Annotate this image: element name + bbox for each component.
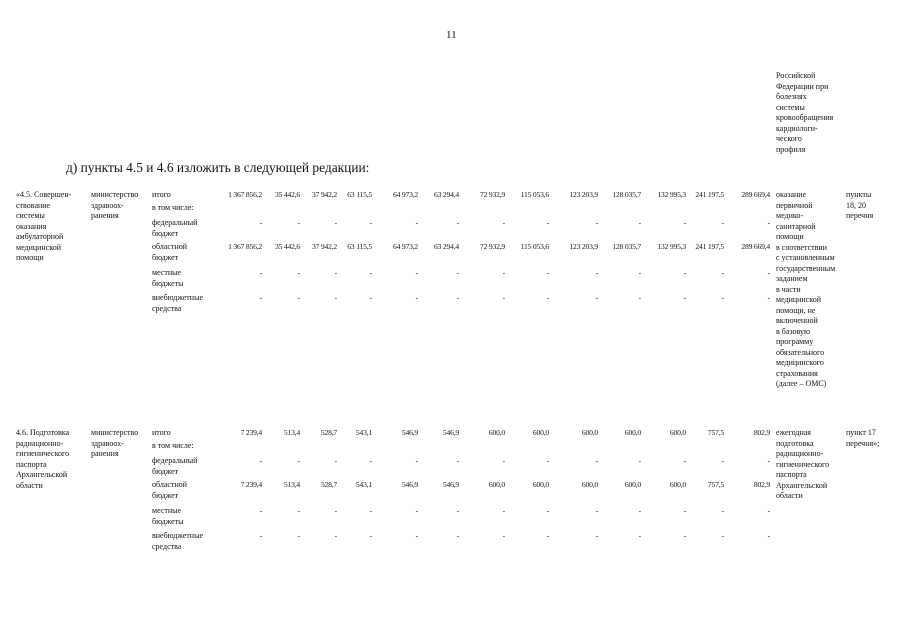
funding-value: 546,9 [442, 480, 459, 489]
funding-value: 289 669,4 [741, 242, 770, 251]
funding-value: - [334, 293, 337, 302]
funding-source: областной бюджет [152, 242, 188, 262]
funding-value: 600,0 [488, 428, 505, 437]
indicator-link: пункт 17 перечня»; [846, 428, 880, 448]
funding-value: - [259, 506, 262, 515]
funding-value: 546,9 [401, 428, 418, 437]
funding-value: 528,7 [320, 480, 337, 489]
funding-source: местные бюджеты [152, 506, 184, 526]
funding-value: - [502, 293, 505, 302]
funding-value: 1 367 856,2 [228, 242, 262, 251]
expected-result: оказание первичной медико- санитарной помощи в соответствии с установленным государственным заданием в части медицинской помощи, не включенной в базовую программу обязательного медицинского страхования (далее – ОМС) [776, 190, 836, 388]
funding-value: - [297, 293, 300, 302]
funding-value: 543,1 [355, 428, 372, 437]
funding-value: 241 197,5 [695, 242, 724, 251]
funding-value: - [297, 218, 300, 227]
funding-value: - [334, 218, 337, 227]
funding-value: 7 239,4 [240, 428, 262, 437]
funding-value: - [297, 531, 300, 540]
funding-value: 802,9 [753, 480, 770, 489]
funding-value: 72 932,9 [480, 190, 505, 199]
funding-value: - [767, 293, 770, 302]
funding-value: 600,0 [624, 428, 641, 437]
funding-value: - [546, 506, 549, 515]
funding-value: 63 294,4 [434, 242, 459, 251]
funding-value: 241 197,5 [695, 190, 724, 199]
funding-value: - [683, 218, 686, 227]
funding-value: - [415, 531, 418, 540]
funding-source: местные бюджеты [152, 268, 184, 288]
funding-value: - [546, 293, 549, 302]
funding-value: - [415, 268, 418, 277]
funding-value: 63 115,5 [347, 242, 372, 251]
funding-value: - [259, 293, 262, 302]
funding-value: - [683, 293, 686, 302]
funding-value: - [595, 456, 598, 465]
funding-value: - [767, 531, 770, 540]
funding-value: - [683, 456, 686, 465]
funding-value: 513,4 [283, 428, 300, 437]
funding-value: - [415, 456, 418, 465]
funding-value: - [638, 531, 641, 540]
funding-value: - [297, 506, 300, 515]
funding-value: 35 442,6 [275, 190, 300, 199]
funding-value: 63 294,4 [434, 190, 459, 199]
funding-source: в том числе: [152, 203, 194, 212]
funding-value: - [259, 268, 262, 277]
funding-value: - [456, 456, 459, 465]
funding-value: 757,5 [707, 428, 724, 437]
funding-value: - [259, 531, 262, 540]
funding-value: - [334, 506, 337, 515]
funding-value: - [721, 293, 724, 302]
funding-value: - [595, 531, 598, 540]
funding-value: 513,4 [283, 480, 300, 489]
page-number: 11 [446, 29, 457, 41]
expected-result: ежегодная подготовка радиационно- гигиенического паспорта Архангельской области [776, 428, 830, 500]
funding-value: 543,1 [355, 480, 372, 489]
funding-value: - [595, 506, 598, 515]
funding-value: 600,0 [532, 428, 549, 437]
funding-value: - [595, 268, 598, 277]
funding-value: - [415, 293, 418, 302]
funding-source: внебюджетные средства [152, 293, 203, 313]
funding-value: - [767, 268, 770, 277]
funding-value: 128 035,7 [612, 242, 641, 251]
funding-value: - [259, 456, 262, 465]
funding-value: - [683, 531, 686, 540]
funding-source: федеральный бюджет [152, 218, 198, 238]
funding-value: - [767, 456, 770, 465]
funding-value: - [638, 268, 641, 277]
funding-value: 600,0 [532, 480, 549, 489]
executor: министерство здравоох- ранения [91, 428, 139, 458]
funding-value: - [369, 531, 372, 540]
funding-value: - [546, 531, 549, 540]
funding-value: 600,0 [669, 428, 686, 437]
funding-value: - [456, 293, 459, 302]
funding-value: 600,0 [581, 428, 598, 437]
funding-value: 72 932,9 [480, 242, 505, 251]
funding-value: - [297, 456, 300, 465]
funding-value: - [595, 218, 598, 227]
funding-source: областной бюджет [152, 480, 188, 500]
executor: министерство здравоох- ранения [91, 190, 139, 220]
funding-value: 128 035,7 [612, 190, 641, 199]
funding-value: 600,0 [669, 480, 686, 489]
funding-value: - [638, 506, 641, 515]
funding-value: - [369, 456, 372, 465]
funding-value: - [595, 293, 598, 302]
funding-value: 546,9 [401, 480, 418, 489]
funding-value: 600,0 [624, 480, 641, 489]
funding-value: 123 203,9 [569, 190, 598, 199]
funding-value: 600,0 [488, 480, 505, 489]
funding-value: - [721, 268, 724, 277]
funding-value: - [638, 456, 641, 465]
funding-value: 802,9 [753, 428, 770, 437]
funding-value: 115 053,6 [520, 242, 549, 251]
funding-value: - [721, 531, 724, 540]
funding-value: - [721, 218, 724, 227]
funding-source: итого [152, 428, 171, 437]
funding-value: 1 367 856,2 [228, 190, 262, 199]
funding-value: 757,5 [707, 480, 724, 489]
funding-value: - [456, 506, 459, 515]
funding-value: - [456, 218, 459, 227]
funding-source: итого [152, 190, 171, 199]
funding-value: - [502, 268, 505, 277]
funding-value: - [369, 506, 372, 515]
funding-value: 37 942,2 [312, 190, 337, 199]
activity-name: «4.5. Совершен- ствование системы оказания амбулаторной медицинской помощи [16, 190, 72, 262]
funding-value: - [502, 456, 505, 465]
funding-value: 37 942,2 [312, 242, 337, 251]
funding-value: 35 442,6 [275, 242, 300, 251]
funding-value: - [683, 268, 686, 277]
funding-value: - [334, 268, 337, 277]
funding-value: 123 203,9 [569, 242, 598, 251]
funding-value: - [369, 218, 372, 227]
funding-value: - [546, 218, 549, 227]
funding-value: - [369, 268, 372, 277]
funding-value: - [683, 506, 686, 515]
funding-value: - [259, 218, 262, 227]
funding-value: - [456, 531, 459, 540]
funding-value: 7 239,4 [240, 480, 262, 489]
funding-value: 600,0 [581, 480, 598, 489]
funding-source: внебюджетные средства [152, 531, 203, 551]
funding-value: 64 973,2 [393, 190, 418, 199]
funding-value: - [721, 456, 724, 465]
funding-value: - [502, 506, 505, 515]
funding-value: 115 053,6 [520, 190, 549, 199]
funding-value: - [546, 268, 549, 277]
funding-value: - [502, 531, 505, 540]
funding-value: - [767, 506, 770, 515]
previous-row-continuation: Российской Федерации при болезнях системы кровообращения кардиологи- ческого профиля [776, 71, 834, 154]
funding-value: - [502, 218, 505, 227]
indicator-link: пункты 18, 20 перечня [846, 190, 874, 220]
funding-value: 132 995,3 [657, 190, 686, 199]
funding-value: - [721, 506, 724, 515]
funding-value: - [638, 218, 641, 227]
funding-value: - [415, 506, 418, 515]
funding-value: - [334, 531, 337, 540]
funding-value: - [297, 268, 300, 277]
funding-value: - [546, 456, 549, 465]
funding-value: 132 995,3 [657, 242, 686, 251]
funding-value: 289 669,4 [741, 190, 770, 199]
funding-source: федеральный бюджет [152, 456, 198, 476]
activity-name: 4.6. Подготовка радиационно- гигиенического паспорта Архангельской области [16, 428, 70, 490]
funding-value: 63 115,5 [347, 190, 372, 199]
funding-value: - [767, 218, 770, 227]
funding-value: - [334, 456, 337, 465]
funding-value: 546,9 [442, 428, 459, 437]
funding-source: в том числе: [152, 441, 194, 450]
funding-value: 64 973,2 [393, 242, 418, 251]
funding-value: - [638, 293, 641, 302]
funding-value: - [456, 268, 459, 277]
amendment-instruction: д) пункты 4.5 и 4.6 изложить в следующей редакции: [66, 160, 370, 175]
funding-value: - [415, 218, 418, 227]
funding-value: 528,7 [320, 428, 337, 437]
funding-value: - [369, 293, 372, 302]
